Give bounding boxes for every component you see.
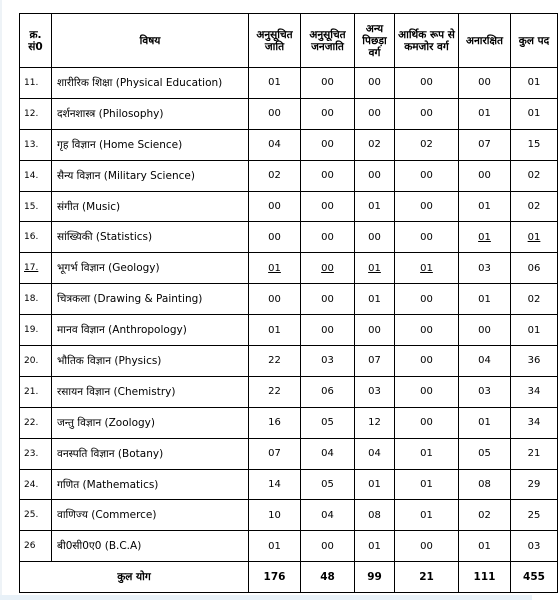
table-row bbox=[20, 438, 558, 469]
serial-number-cell: 18. bbox=[20, 284, 52, 315]
total-cell: 02 bbox=[511, 284, 558, 315]
obc-cell: 01 bbox=[355, 253, 395, 284]
ur-cell: 01 bbox=[459, 98, 511, 129]
table-row bbox=[20, 191, 558, 222]
subject-cell: संगीत (Music) bbox=[52, 191, 249, 222]
total-cell: 01 bbox=[511, 222, 558, 253]
subject-cell: चित्रकला (Drawing & Painting) bbox=[52, 284, 249, 315]
table-row bbox=[20, 315, 558, 346]
ur-cell: 07 bbox=[459, 129, 511, 160]
ews-cell: 00 bbox=[395, 284, 459, 315]
subject-cell: रसायन विज्ञान (Chemistry) bbox=[52, 376, 249, 407]
sc-cell: 22 bbox=[249, 376, 301, 407]
sc-cell: 10 bbox=[249, 500, 301, 531]
table-body bbox=[20, 68, 558, 562]
subject-cell: जन्तु विज्ञान (Zoology) bbox=[52, 407, 249, 438]
sc-cell: 00 bbox=[249, 222, 301, 253]
table-row bbox=[20, 160, 558, 191]
serial-number-cell: 22. bbox=[20, 407, 52, 438]
ews-cell: 00 bbox=[395, 98, 459, 129]
serial-number-cell: 24. bbox=[20, 469, 52, 500]
st-cell: 00 bbox=[301, 531, 355, 562]
subject-cell: सांख्यिकी (Statistics) bbox=[52, 222, 249, 253]
table-row bbox=[20, 284, 558, 315]
ews-cell: 00 bbox=[395, 346, 459, 377]
vacancy-table bbox=[19, 13, 558, 593]
subject-cell: वनस्पति विज्ञान (Botany) bbox=[52, 438, 249, 469]
ews-cell: 00 bbox=[395, 376, 459, 407]
total-cell: 03 bbox=[511, 531, 558, 562]
st-cell: 00 bbox=[301, 191, 355, 222]
sc-cell: 01 bbox=[249, 315, 301, 346]
total-cell: 29 bbox=[511, 469, 558, 500]
st-cell: 06 bbox=[301, 376, 355, 407]
ur-cell: 01 bbox=[459, 222, 511, 253]
obc-cell: 03 bbox=[355, 376, 395, 407]
grand-total-label: कुल योग bbox=[20, 562, 249, 593]
serial-number-cell: 26 bbox=[20, 531, 52, 562]
sc-cell: 16 bbox=[249, 407, 301, 438]
ur-cell: 04 bbox=[459, 346, 511, 377]
obc-cell: 12 bbox=[355, 407, 395, 438]
serial-number-cell: 17. bbox=[20, 253, 52, 284]
table-row bbox=[20, 376, 558, 407]
obc-cell: 00 bbox=[355, 68, 395, 99]
obc-cell: 00 bbox=[355, 160, 395, 191]
sc-cell: 01 bbox=[249, 68, 301, 99]
st-cell: 00 bbox=[301, 222, 355, 253]
table-row bbox=[20, 469, 558, 500]
serial-number-cell: 13. bbox=[20, 129, 52, 160]
grand-total-row bbox=[20, 562, 558, 593]
obc-cell: 04 bbox=[355, 438, 395, 469]
ews-cell: 00 bbox=[395, 531, 459, 562]
ews-cell: 01 bbox=[395, 438, 459, 469]
sc-cell: 00 bbox=[249, 98, 301, 129]
ews-cell: 01 bbox=[395, 469, 459, 500]
sc-cell: 04 bbox=[249, 129, 301, 160]
subject-cell: गृह विज्ञान (Home Science) bbox=[52, 129, 249, 160]
serial-number-cell: 25. bbox=[20, 500, 52, 531]
st-cell: 00 bbox=[301, 68, 355, 99]
sc-cell: 01 bbox=[249, 531, 301, 562]
subject-cell: दर्शनशास्त्र (Philosophy) bbox=[52, 98, 249, 129]
table-row bbox=[20, 68, 558, 99]
subject-cell: भौतिक विज्ञान (Physics) bbox=[52, 346, 249, 377]
ews-cell: 00 bbox=[395, 222, 459, 253]
total-cell: 21 bbox=[511, 438, 558, 469]
obc-cell: 08 bbox=[355, 500, 395, 531]
st-cell: 05 bbox=[301, 407, 355, 438]
ur-cell: 00 bbox=[459, 68, 511, 99]
subject-cell: वाणिज्य (Commerce) bbox=[52, 500, 249, 531]
header-unreserved: अनारक्षित bbox=[459, 14, 511, 68]
serial-number-cell: 20. bbox=[20, 346, 52, 377]
ur-cell: 05 bbox=[459, 438, 511, 469]
sc-cell: 01 bbox=[249, 253, 301, 284]
serial-number-cell: 23. bbox=[20, 438, 52, 469]
serial-number-cell: 21. bbox=[20, 376, 52, 407]
obc-cell: 01 bbox=[355, 469, 395, 500]
subject-cell: भूगर्भ विज्ञान (Geology) bbox=[52, 253, 249, 284]
table-row bbox=[20, 531, 558, 562]
st-cell: 04 bbox=[301, 438, 355, 469]
st-cell: 04 bbox=[301, 500, 355, 531]
st-cell: 00 bbox=[301, 284, 355, 315]
table-row bbox=[20, 346, 558, 377]
serial-number-cell: 11. bbox=[20, 68, 52, 99]
serial-number-cell: 12. bbox=[20, 98, 52, 129]
subject-cell: गणित (Mathematics) bbox=[52, 469, 249, 500]
header-scheduled-caste: अनुसूचित जाति bbox=[249, 14, 301, 68]
st-cell: 00 bbox=[301, 160, 355, 191]
header-total-posts: कुल पद bbox=[511, 14, 558, 68]
table-row bbox=[20, 253, 558, 284]
bottom-edge-strip bbox=[0, 595, 532, 600]
grand-total-posts: 455 bbox=[511, 562, 558, 593]
ur-cell: 01 bbox=[459, 191, 511, 222]
obc-cell: 01 bbox=[355, 284, 395, 315]
obc-cell: 01 bbox=[355, 531, 395, 562]
ews-cell: 00 bbox=[395, 68, 459, 99]
total-cell: 02 bbox=[511, 191, 558, 222]
header-serial-number: क्र. सं0 bbox=[20, 14, 52, 68]
sc-cell: 14 bbox=[249, 469, 301, 500]
grand-total-ur: 111 bbox=[459, 562, 511, 593]
ur-cell: 01 bbox=[459, 531, 511, 562]
header-row bbox=[20, 14, 558, 68]
sc-cell: 07 bbox=[249, 438, 301, 469]
table-row bbox=[20, 500, 558, 531]
ews-cell: 00 bbox=[395, 407, 459, 438]
sc-cell: 02 bbox=[249, 160, 301, 191]
st-cell: 03 bbox=[301, 346, 355, 377]
obc-cell: 02 bbox=[355, 129, 395, 160]
table-row bbox=[20, 222, 558, 253]
obc-cell: 00 bbox=[355, 315, 395, 346]
ur-cell: 01 bbox=[459, 284, 511, 315]
ews-cell: 00 bbox=[395, 191, 459, 222]
ur-cell: 03 bbox=[459, 376, 511, 407]
sc-cell: 22 bbox=[249, 346, 301, 377]
header-other-backward-class: अन्य पिछड़ा वर्ग bbox=[355, 14, 395, 68]
st-cell: 00 bbox=[301, 129, 355, 160]
total-cell: 25 bbox=[511, 500, 558, 531]
ews-cell: 01 bbox=[395, 500, 459, 531]
ur-cell: 03 bbox=[459, 253, 511, 284]
table-row bbox=[20, 129, 558, 160]
subject-cell: सैन्य विज्ञान (Military Science) bbox=[52, 160, 249, 191]
grand-total-st: 48 bbox=[301, 562, 355, 593]
total-cell: 34 bbox=[511, 376, 558, 407]
serial-number-cell: 16. bbox=[20, 222, 52, 253]
sc-cell: 00 bbox=[249, 191, 301, 222]
ur-cell: 02 bbox=[459, 500, 511, 531]
total-cell: 01 bbox=[511, 98, 558, 129]
obc-cell: 00 bbox=[355, 222, 395, 253]
ur-cell: 01 bbox=[459, 407, 511, 438]
subject-cell: मानव विज्ञान (Anthropology) bbox=[52, 315, 249, 346]
page-edge bbox=[0, 0, 2, 600]
ews-cell: 00 bbox=[395, 160, 459, 191]
header-subject: विषय bbox=[52, 14, 249, 68]
table-row bbox=[20, 98, 558, 129]
ews-cell: 00 bbox=[395, 315, 459, 346]
ur-cell: 00 bbox=[459, 160, 511, 191]
total-cell: 01 bbox=[511, 68, 558, 99]
ews-cell: 01 bbox=[395, 253, 459, 284]
st-cell: 00 bbox=[301, 98, 355, 129]
grand-total-ews: 21 bbox=[395, 562, 459, 593]
obc-cell: 00 bbox=[355, 98, 395, 129]
grand-total-obc: 99 bbox=[355, 562, 395, 593]
total-cell: 15 bbox=[511, 129, 558, 160]
ews-cell: 02 bbox=[395, 129, 459, 160]
subject-cell: शारीरिक शिक्षा (Physical Education) bbox=[52, 68, 249, 99]
serial-number-cell: 19. bbox=[20, 315, 52, 346]
sc-cell: 00 bbox=[249, 284, 301, 315]
total-cell: 01 bbox=[511, 315, 558, 346]
total-cell: 36 bbox=[511, 346, 558, 377]
st-cell: 00 bbox=[301, 253, 355, 284]
subject-cell: बी0सी0ए0 (B.C.A) bbox=[52, 531, 249, 562]
st-cell: 00 bbox=[301, 315, 355, 346]
header-economically-weaker-section: आर्थिक रूप से कमजोर वर्ग bbox=[395, 14, 459, 68]
obc-cell: 07 bbox=[355, 346, 395, 377]
total-cell: 02 bbox=[511, 160, 558, 191]
ur-cell: 00 bbox=[459, 315, 511, 346]
serial-number-cell: 14. bbox=[20, 160, 52, 191]
header-scheduled-tribe: अनुसूचित जनजाति bbox=[301, 14, 355, 68]
total-cell: 34 bbox=[511, 407, 558, 438]
table-row bbox=[20, 407, 558, 438]
obc-cell: 01 bbox=[355, 191, 395, 222]
total-cell: 06 bbox=[511, 253, 558, 284]
grand-total-sc: 176 bbox=[249, 562, 301, 593]
ur-cell: 08 bbox=[459, 469, 511, 500]
st-cell: 05 bbox=[301, 469, 355, 500]
serial-number-cell: 15. bbox=[20, 191, 52, 222]
